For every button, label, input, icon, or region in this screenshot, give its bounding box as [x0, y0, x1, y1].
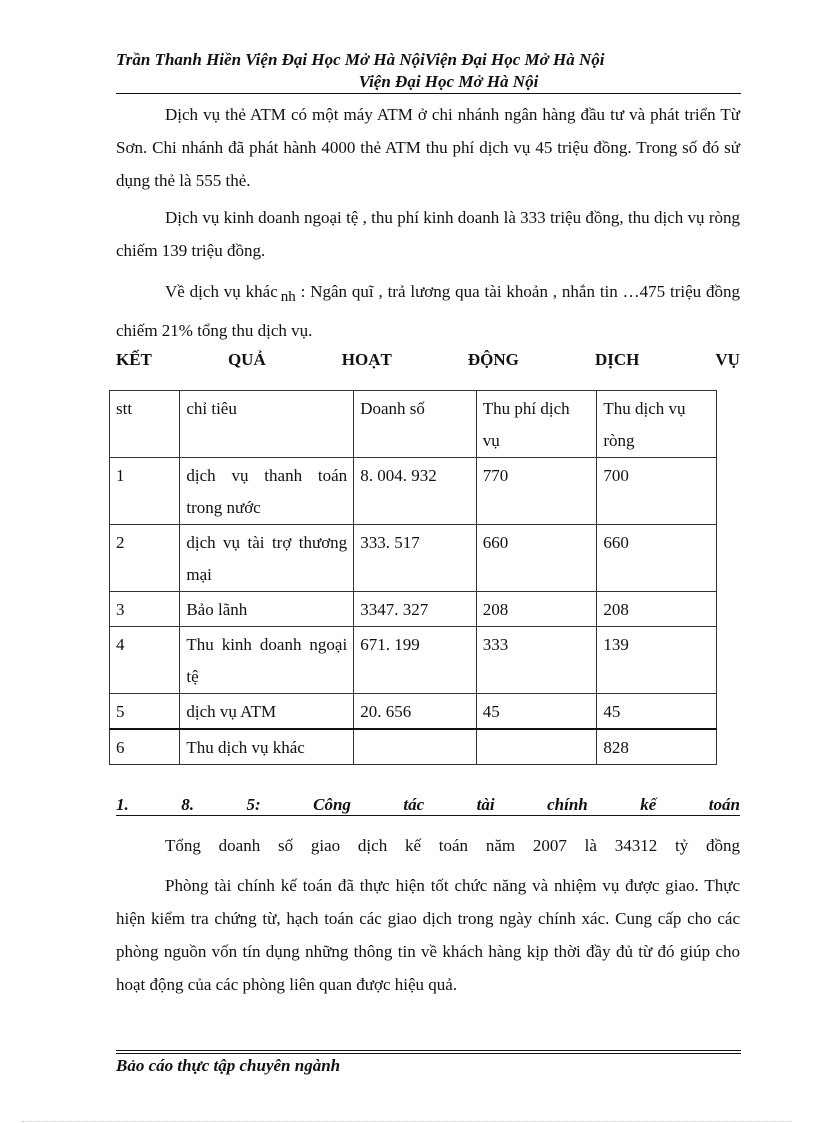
cell-fee: 660	[476, 525, 597, 592]
service-results-table	[109, 390, 717, 765]
cell-item: dịch vụ tài trợ thương mại	[180, 525, 354, 592]
cell-fee: 45	[476, 694, 597, 730]
table-row	[110, 525, 717, 592]
table-header-row	[110, 391, 717, 458]
p3-subscript: nh	[280, 289, 296, 305]
cell-stt: 6	[110, 729, 180, 765]
cell-stt: 4	[110, 627, 180, 694]
cell-fee: 208	[476, 592, 597, 627]
cell-item: dịch vụ thanh toán trong nước	[180, 458, 354, 525]
cell-net: 828	[597, 729, 717, 765]
cell-revenue: 3347. 327	[354, 592, 477, 627]
footer-divider-thin	[116, 1053, 741, 1054]
cell-net: 660	[597, 525, 717, 592]
cell-revenue: 20. 656	[354, 694, 477, 730]
section-title-word: HOẠT	[341, 350, 392, 369]
header-fee: Thu phí dịch vụ	[476, 391, 597, 458]
cell-fee	[476, 729, 597, 765]
header-divider	[116, 93, 741, 94]
section-title	[116, 350, 740, 370]
footer-divider	[116, 1050, 741, 1051]
cell-net: 45	[597, 694, 717, 730]
cell-revenue: 8. 004. 932	[354, 458, 477, 525]
cell-item: dịch vụ ATM	[180, 694, 354, 730]
cell-stt: 5	[110, 694, 180, 730]
heading-word: Công	[313, 795, 351, 814]
cell-item: Thu kinh doanh ngoại tệ	[180, 627, 354, 694]
heading-word: tài	[476, 795, 495, 814]
section-heading-accounting	[116, 795, 740, 816]
section-title-word: ĐỘNG	[467, 350, 519, 369]
page-header	[116, 49, 741, 93]
section-title-word: QUẢ	[227, 350, 266, 369]
heading-word: toán	[708, 795, 740, 814]
p3-end: : Ngân quĩ , trả lương qua tài khoản , nhắn tin …475 triệu đồng chiếm 21% tổng thu dịch vụ.	[116, 282, 740, 340]
cell-revenue	[354, 729, 477, 765]
table-row	[110, 627, 717, 694]
table-row	[110, 694, 717, 730]
header-item: chỉ tiêu	[180, 391, 354, 458]
cell-item: Bảo lãnh	[180, 592, 354, 627]
heading-word: 8.	[181, 795, 194, 814]
cell-stt: 3	[110, 592, 180, 627]
cell-fee: 770	[476, 458, 597, 525]
header-line-2: Viện Đại Học Mở Hà Nội	[358, 72, 539, 91]
cell-fee: 333	[476, 627, 597, 694]
cell-net: 208	[597, 592, 717, 627]
header-line-1: Trần Thanh Hiền Viện Đại Học Mở Hà NộiViện Đại Học Mở Hà Nội	[116, 50, 605, 69]
heading-word: 5:	[246, 795, 261, 814]
heading-word: chính	[547, 795, 588, 814]
paragraph-foreign-exchange: Dịch vụ kinh doanh ngoại tệ , thu phí kinh doanh là 333 triệu đồng, thu dịch vụ ròng chiếm 139 triệu đồng.	[116, 208, 740, 260]
heading-word: tác	[403, 795, 425, 814]
cell-net: 139	[597, 627, 717, 694]
header-revenue: Doanh số	[354, 391, 477, 458]
cell-item: Thu dịch vụ khác	[180, 729, 354, 765]
cell-net: 700	[597, 458, 717, 525]
cell-revenue: 333. 517	[354, 525, 477, 592]
page-edge	[22, 1121, 792, 1122]
cell-stt: 1	[110, 458, 180, 525]
paragraph-accounting-department: Phòng tài chính kế toán đã thực hiện tốt chức năng và nhiệm vụ được giao. Thực hiện kiểm tra chứng từ, hạch toán các giao dịch trong ngày chính xác. Cung cấp cho các phòng nguồn vốn tín dụng những thông tin về khách hàng kịp thời đầy đủ từ đó giúp cho hoạt động của các phòng liên quan được hiệu quả.	[116, 876, 740, 994]
paragraph-other-services	[116, 275, 740, 347]
section-title-word: VỤ	[715, 350, 740, 369]
section-title-word: DỊCH	[594, 350, 640, 369]
cell-revenue: 671. 199	[354, 627, 477, 694]
cell-stt: 2	[110, 525, 180, 592]
table-row	[110, 729, 717, 765]
paragraph-accounting-volume: Tổng doanh số giao dịch kế toán năm 2007 là 34312 tỷ đồng	[165, 836, 740, 855]
header-stt: stt	[110, 391, 180, 458]
page-footer: Bảo cáo thực tập chuyên ngành	[116, 1056, 341, 1075]
table-row	[110, 592, 717, 627]
table-row	[110, 458, 717, 525]
section-title-word: KẾT	[116, 350, 152, 369]
p3-start: Về dịch vụ khác	[165, 282, 278, 301]
heading-word: kế	[640, 795, 657, 814]
header-net: Thu dịch vụ ròng	[597, 391, 717, 458]
paragraph-atm: Dịch vụ thẻ ATM có một máy ATM ở chi nhánh ngân hàng đầu tư và phát triển Từ Sơn. Chi nhánh đã phát hành 4000 thẻ ATM thu phí dịch vụ 45 triệu đồng. Trong số đó sử dụng thẻ là 555 thẻ.	[116, 105, 740, 190]
heading-word: 1.	[116, 795, 129, 814]
